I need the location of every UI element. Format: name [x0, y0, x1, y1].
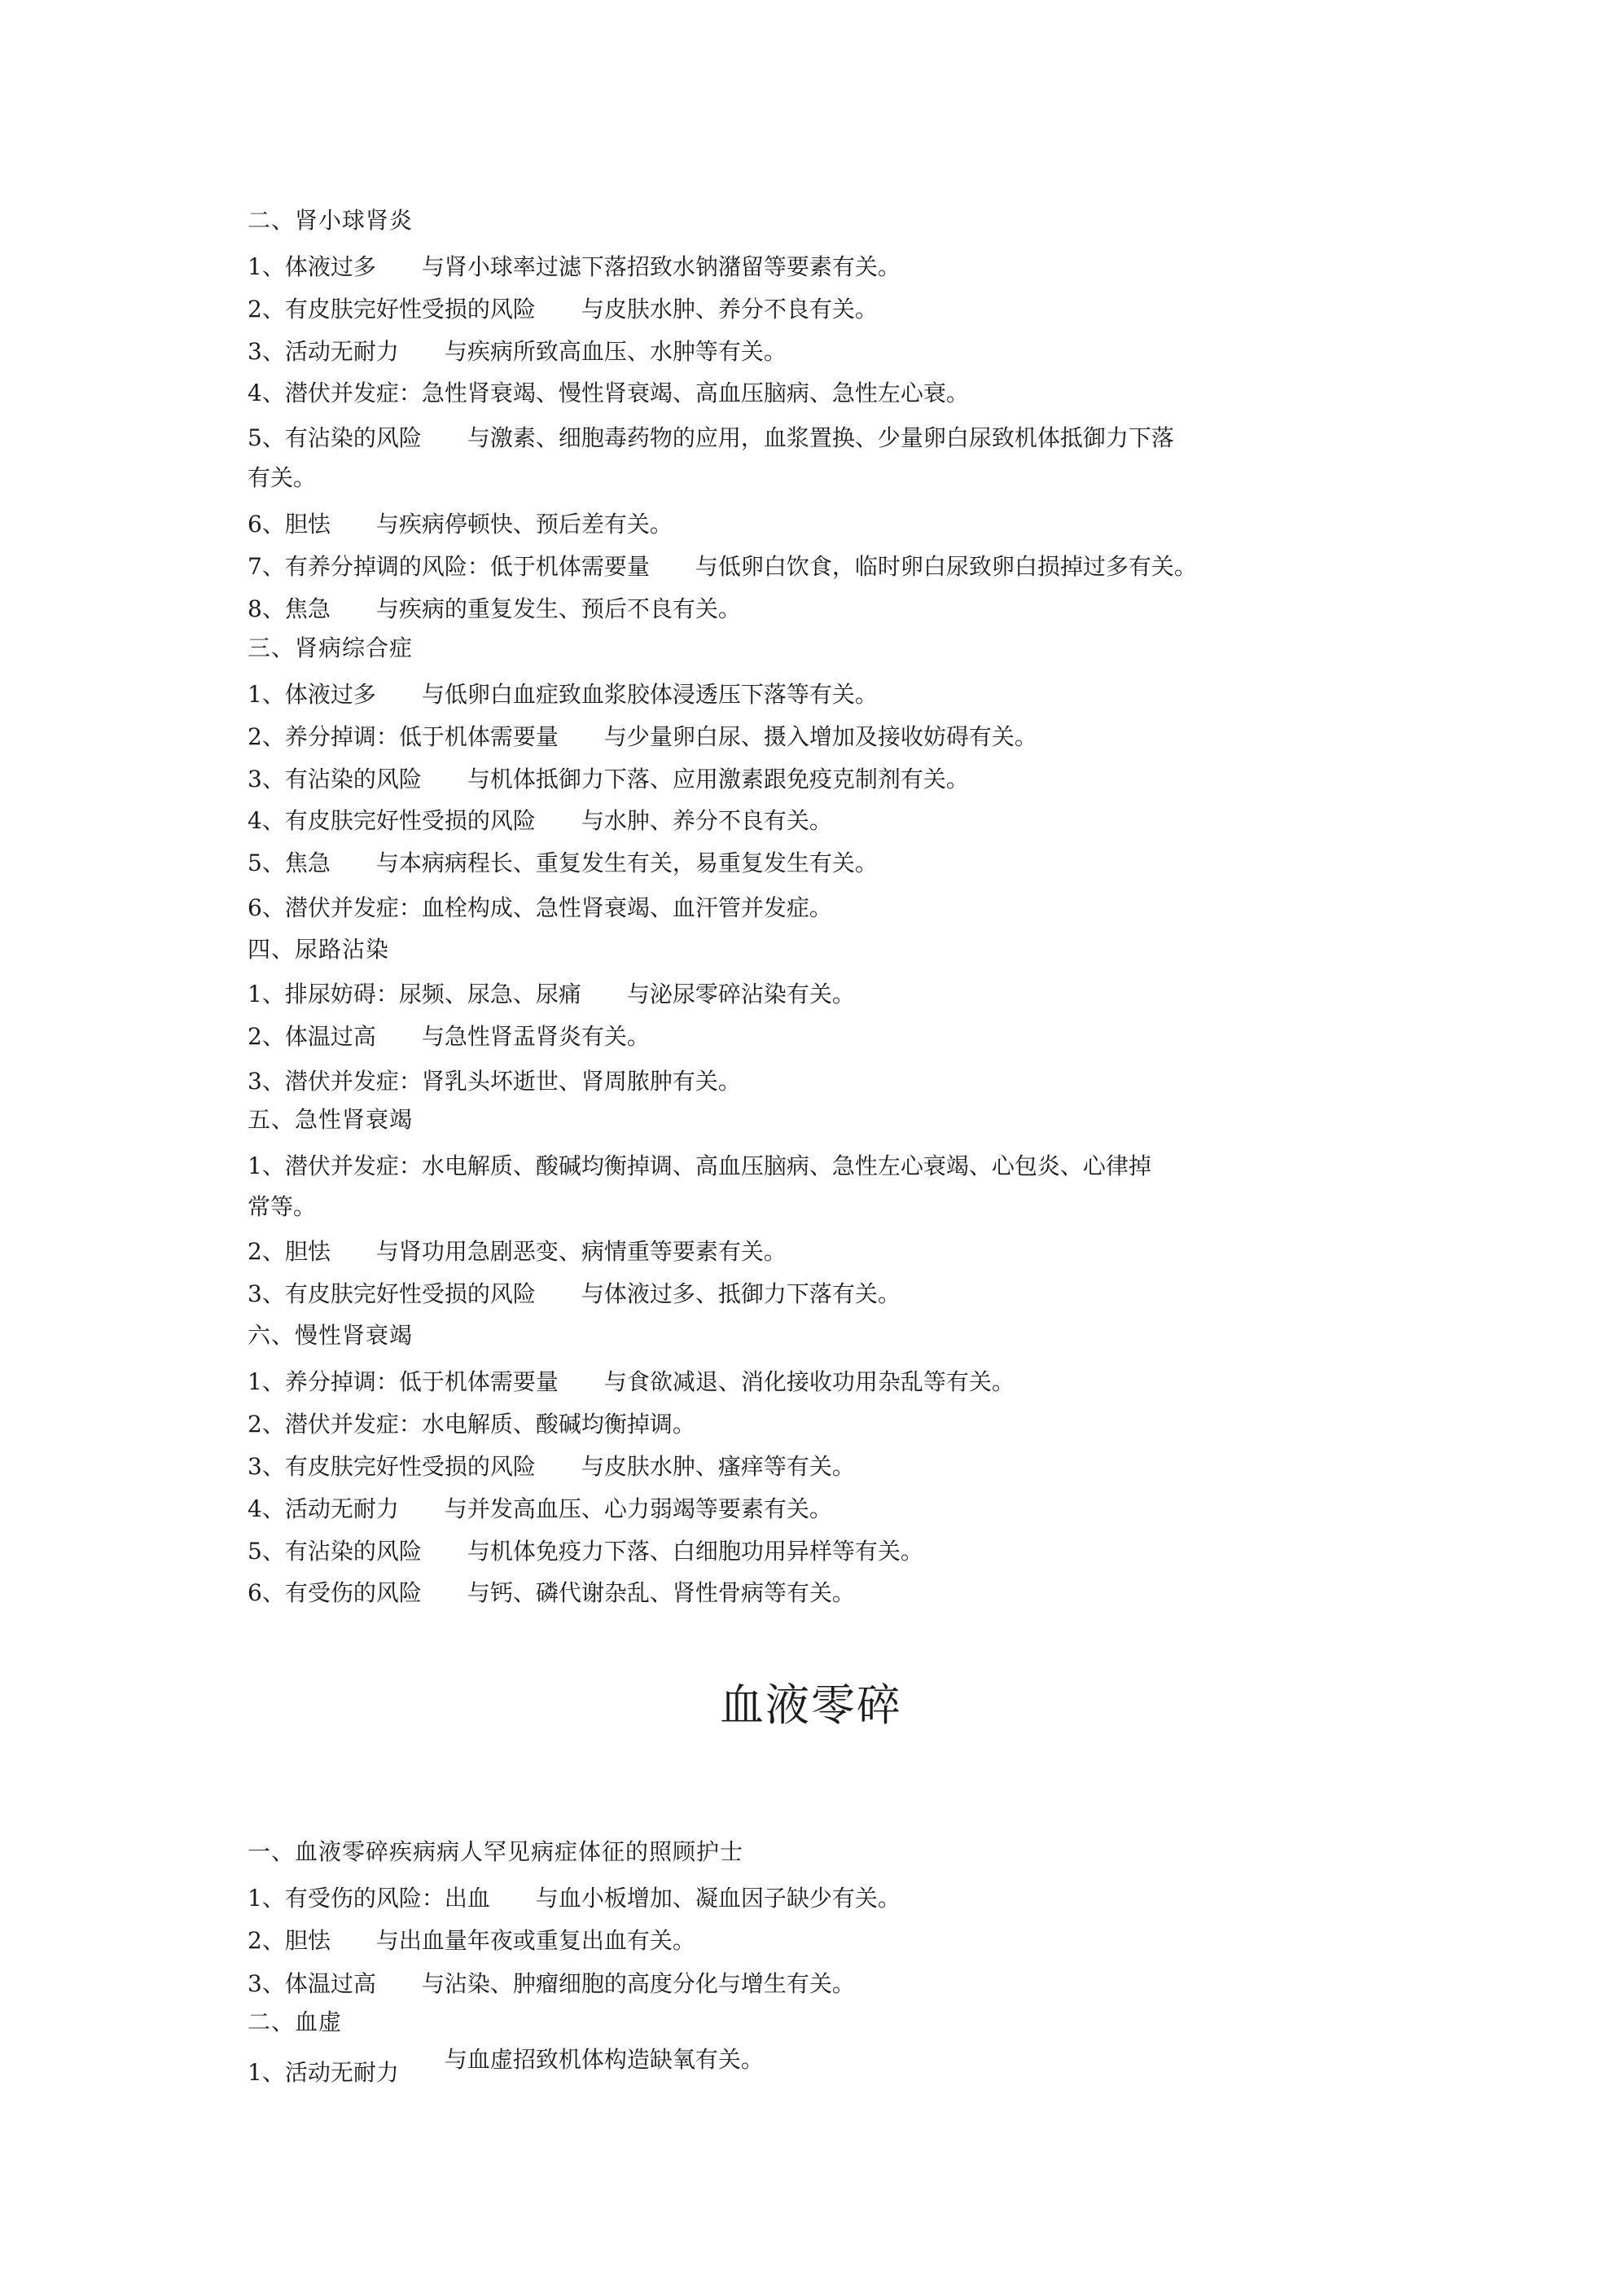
section-heading: 六、慢性肾衰竭: [248, 1322, 414, 1349]
list-item: 6、潜伏并发症：血栓构成、急性肾衰竭、血汗管并发症。: [248, 894, 832, 921]
list-item: 1、排尿妨碍：尿频、尿急、尿痛 与泌尿零碎沾染有关。: [248, 981, 855, 1008]
list-item: 4、活动无耐力 与并发高血压、心力弱竭等要素有关。: [248, 1495, 832, 1522]
list-item: 1、潜伏并发症：水电解质、酸碱均衡掉调、高血压脑病、急性左心衰竭、心包炎、心律掉: [248, 1152, 1151, 1179]
list-item: 3、有皮肤完好性受损的风险 与皮肤水肿、瘙痒等有关。: [248, 1453, 855, 1480]
list-item: 1、养分掉调：低于机体需要量 与食欲减退、消化接收功用杂乱等有关。: [248, 1368, 1015, 1395]
list-item: 5、焦急 与本病病程长、重复发生有关，易重复发生有关。: [248, 849, 878, 876]
chapter-title: 血液零碎: [720, 1679, 902, 1731]
list-item: 2、体温过高 与急性肾盂肾炎有关。: [248, 1023, 650, 1050]
list-item-continuation: 有关。: [248, 464, 317, 491]
section-heading: 二、血虚: [248, 2008, 343, 2035]
list-item: 2、胆怯 与出血量年夜或重复出血有关。: [248, 1927, 695, 1954]
list-item: 2、养分掉调：低于机体需要量 与少量卵白尿、摄入增加及接收妨碍有关。: [248, 723, 1037, 750]
list-item: 2、有皮肤完好性受损的风险 与皮肤水肿、养分不良有关。: [248, 296, 878, 323]
list-item: 5、有沾染的风险 与机体免疫力下落、白细胞功用异样等有关。: [248, 1538, 923, 1565]
list-item: 4、潜伏并发症：急性肾衰竭、慢性肾衰竭、高血压脑病、急性左心衰。: [248, 380, 969, 406]
list-item: 6、胆怯 与疾病停顿快、预后差有关。: [248, 511, 673, 538]
list-item: 2、胆怯 与肾功用急剧恶变、病情重等要素有关。: [248, 1238, 787, 1265]
section-heading: 一、血液零碎疾病病人罕见病症体征的照顾护士: [248, 1838, 744, 1865]
list-item: 6、有受伤的风险 与钙、磷代谢杂乱、肾性骨病等有关。: [248, 1579, 855, 1606]
list-item-continuation: 常等。: [248, 1193, 317, 1220]
list-item: 1、体液过多 与肾小球率过滤下落招致水钠潴留等要素有关。: [248, 253, 901, 280]
list-item: 1、有受伤的风险：出血 与血小板增加、凝血因子缺少有关。: [248, 1885, 901, 1912]
section-heading: 四、尿路沾染: [248, 936, 390, 963]
section-heading: 三、肾病综合症: [248, 634, 414, 661]
list-item: 2、潜伏并发症：水电解质、酸碱均衡掉调。: [248, 1411, 695, 1438]
section-heading: 二、肾小球肾炎: [248, 207, 414, 234]
list-item: 4、有皮肤完好性受损的风险 与水肿、养分不良有关。: [248, 807, 832, 834]
list-item: 1、活动无耐力 与血虚招致机体构造缺氧有关。: [248, 2046, 764, 2086]
list-item: 3、有皮肤完好性受损的风险 与体液过多、抵御力下落有关。: [248, 1280, 901, 1307]
list-item: 3、活动无耐力 与疾病所致高血压、水肿等有关。: [248, 338, 787, 365]
list-item: 3、有沾染的风险 与机体抵御力下落、应用激素跟免疫克制剂有关。: [248, 766, 969, 792]
list-item: 7、有养分掉调的风险：低于机体需要量 与低卵白饮食，临时卵白尿致卵白损掉过多有关。: [248, 553, 1197, 580]
list-item: 8、焦急 与疾病的重复发生、预后不良有关。: [248, 595, 741, 622]
list-item: 3、体温过高 与沾染、肿瘤细胞的高度分化与增生有关。: [248, 1970, 855, 1997]
section-heading: 五、急性肾衰竭: [248, 1106, 414, 1133]
list-item: 5、有沾染的风险 与激素、细胞毒药物的应用，血浆置换、少量卵白尿致机体抵御力下落: [248, 424, 1174, 451]
list-item: 3、潜伏并发症：肾乳头坏逝世、肾周脓肿有关。: [248, 1068, 741, 1095]
list-item: 1、体液过多 与低卵白血症致血浆胶体浸透压下落等有关。: [248, 681, 878, 708]
